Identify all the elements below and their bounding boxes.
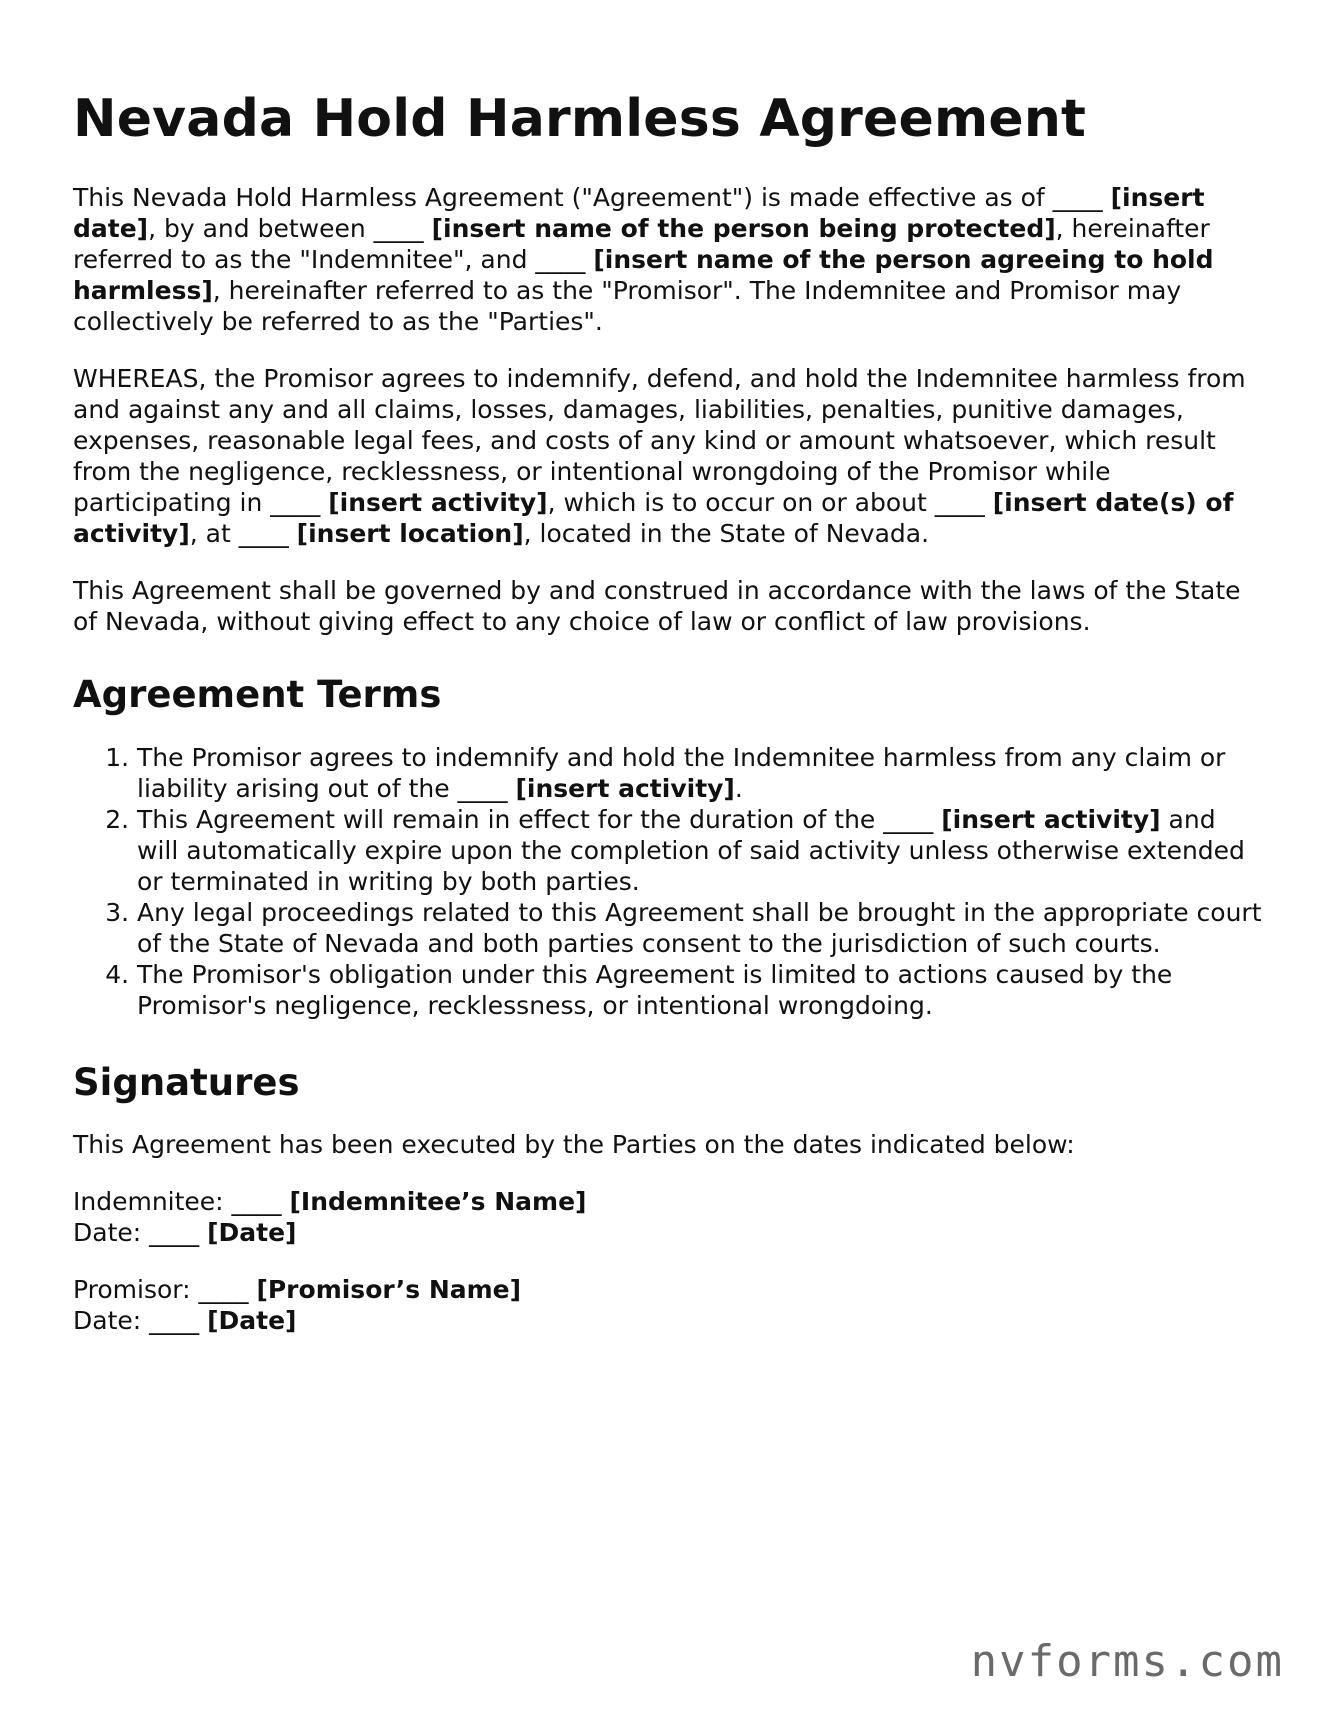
indemnitee-date-placeholder: [Date] [207, 1218, 297, 1248]
whereas-text-2: , which is to occur on or about ____ [547, 488, 993, 518]
whereas-placeholder-activity: [insert activity] [328, 488, 548, 518]
intro-text-2: , by and between ____ [148, 214, 432, 244]
term-1-text-1: The Promisor agrees to indemnify and hold the Indemnitee harmless from any claim or liability arising out of the ____ [137, 742, 1226, 803]
whereas-text-1: WHEREAS, the Promisor agrees to indemnify, defend, and hold the Indemnitee harmless from and against any and all claims, losses, damages, liabilities, penalties, punitive damages, expenses, reasonable legal fees, and costs of any kind or amount whatsoever, which result from the negligence, recklessness, or intentional wrongdoing of the Promisor while participating in ____ [73, 364, 1246, 518]
list-item [137, 804, 1263, 897]
indemnitee-date-label: Date: ____ [73, 1218, 208, 1248]
signatures-intro: This Agreement has been executed by the Parties on the dates indicated below: [73, 1130, 1075, 1160]
terms-list [73, 742, 1263, 1021]
list-item [137, 959, 1263, 1021]
term-2-text-2: and will automatically expire upon the completion of said activity unless otherwise extended or terminated in writing by both parties. [137, 804, 1245, 896]
intro-placeholder-protected: [insert name of the person being protected] [431, 214, 1056, 244]
page-title: Nevada Hold Harmless Agreement [73, 89, 1087, 149]
term-3-text: Any legal proceedings related to this Agreement shall be brought in the appropriate court of the State of Nevada and both parties consent to the jurisdiction of such courts. [137, 897, 1262, 958]
intro-text-4: , hereinafter referred to as the "Promisor". The Indemnitee and Promisor may collectively be referred to as the "Parties". [73, 276, 1182, 337]
promisor-date-placeholder: [Date] [207, 1306, 297, 1336]
governing-law-paragraph: This Agreement shall be governed by and construed in accordance with the laws of the State of Nevada, without giving effect to any choice of law or conflict of law provisions. [73, 576, 1241, 637]
intro-placeholder-date: [insert date] [73, 183, 1205, 244]
term-1-placeholder: [insert activity] [515, 773, 735, 803]
intro-placeholder-promisor: [insert name of the person agreeing to hold harmless] [73, 245, 1214, 306]
promisor-date-label: Date: ____ [73, 1306, 208, 1336]
whereas-paragraph [73, 363, 1263, 549]
indemnitee-name-placeholder: [Indemnitee’s Name] [289, 1187, 587, 1217]
agreement-terms-heading: Agreement Terms [73, 673, 442, 717]
whereas-placeholder-dates: [insert date(s) of activity] [73, 488, 1234, 549]
intro-paragraph [73, 182, 1263, 337]
list-item [137, 742, 1263, 804]
indemnitee-date-line [73, 1217, 1263, 1248]
site-watermark: nvforms.com [970, 1636, 1284, 1687]
promisor-name-line [73, 1274, 1263, 1305]
promisor-date-line [73, 1305, 1263, 1336]
whereas-text-4: , located in the State of Nevada. [523, 519, 930, 549]
whereas-placeholder-location: [insert location] [296, 519, 524, 549]
indemnitee-signature-block [73, 1186, 1263, 1248]
term-2-placeholder: [insert activity] [941, 804, 1161, 834]
term-1-text-2: . [734, 773, 743, 803]
term-2-text-1: This Agreement will remain in effect for the duration of the ____ [137, 804, 942, 834]
term-4-text: The Promisor's obligation under this Agreement is limited to actions caused by the Promisor's negligence, recklessness, or intentional wrongdoing. [137, 959, 1173, 1020]
promisor-label: Promisor: ____ [73, 1275, 257, 1305]
indemnitee-label: Indemnitee: ____ [73, 1187, 290, 1217]
intro-text-3: , hereinafter referred to as the "Indemnitee", and ____ [73, 214, 1210, 275]
list-item [137, 897, 1263, 959]
document-page [73, 88, 1263, 1362]
whereas-text-3: , at ____ [189, 519, 297, 549]
promisor-name-placeholder: [Promisor’s Name] [256, 1275, 522, 1305]
promisor-signature-block [73, 1274, 1263, 1336]
indemnitee-name-line [73, 1186, 1263, 1217]
intro-text-1: This Nevada Hold Harmless Agreement ("Agreement") is made effective as of ____ [73, 183, 1111, 213]
signatures-heading: Signatures [73, 1060, 300, 1104]
